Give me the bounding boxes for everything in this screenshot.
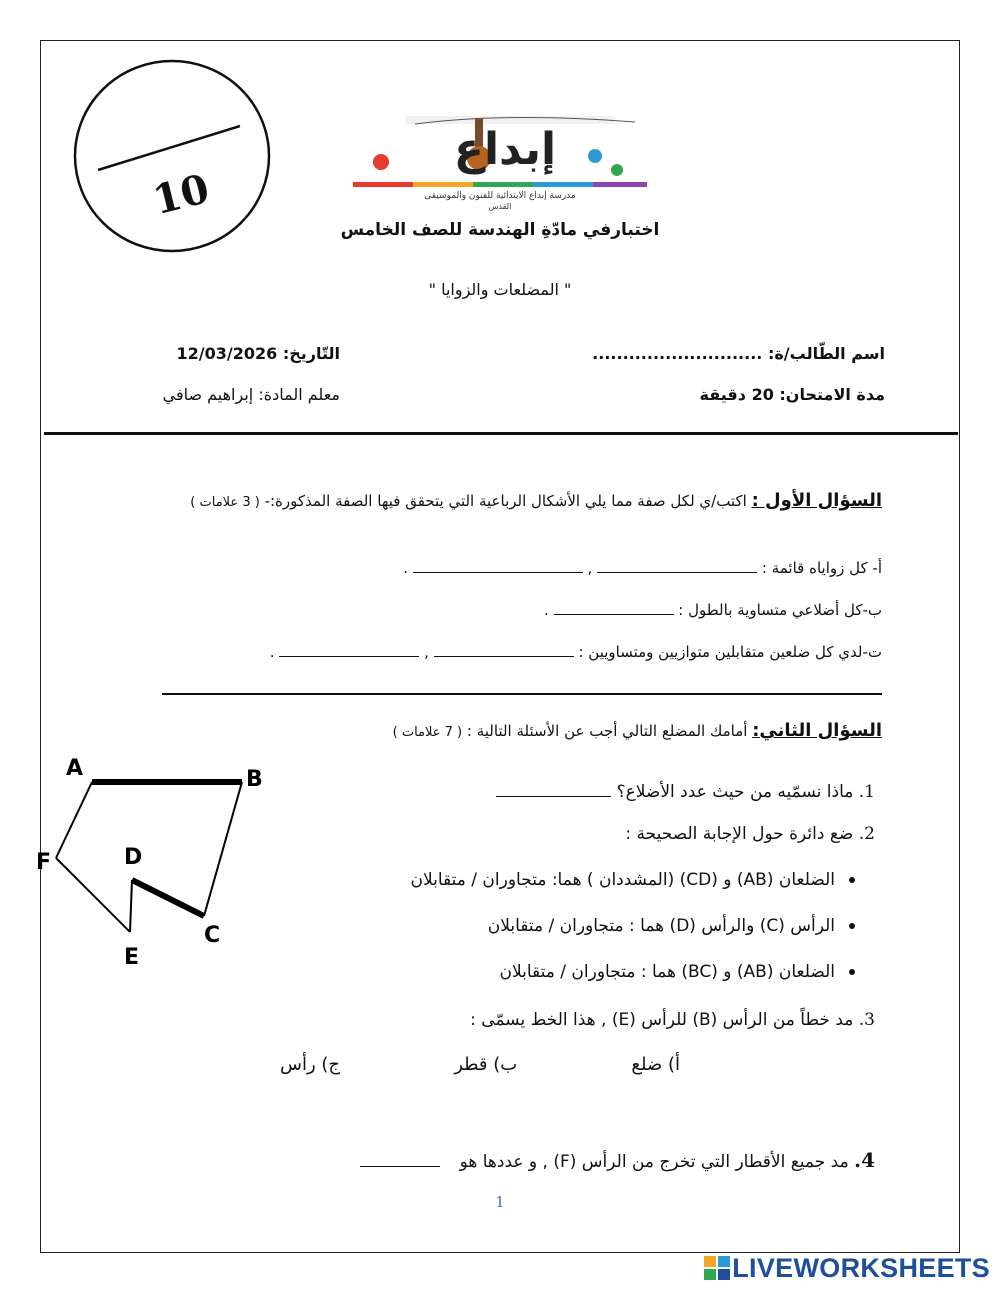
q2-bullet-2[interactable] [300,916,855,936]
q2-item-1-answer[interactable] [496,782,611,797]
edge-CD [132,880,204,916]
logo-title: إبداع [453,124,557,175]
q2-marks: ( 7 علامات ) [392,725,463,740]
vertex-label-b: B [246,767,263,792]
q2-item-4-text: مد جميع الأقطار التي تخرج من الرأس (F) , و عددها هو [459,1152,849,1172]
logo-city: القدس [488,202,512,211]
q2-item-3-num: 3. [858,1010,875,1030]
q2-heading [260,720,882,741]
school-logo [345,112,655,212]
q1-b-dot: . [543,601,549,619]
q1-a-answer-2[interactable] [413,558,583,573]
q1-divider [162,693,882,695]
q1-c-answer-1[interactable] [434,642,574,657]
exam-title: اختبارفي مادّةِ الهندسة للصف الخامس [340,220,660,240]
logo-subtitle: مدرسة إبداع الابتدائية للفنون والموسيقى [424,191,576,201]
q2-bullet-1-text: الضلعان (AB) و (CD) (المشددان ) هما: متجاوران / متقابلان [410,870,835,890]
q1-a-comma: , [587,559,593,577]
date-row [140,344,340,363]
q2-prompt: أمامك المضلع التالي أجب عن الأسئلة التالية : [466,722,748,740]
q1-prompt: اكتب/ي لكل صفة مما يلي الأشكال الرباعية التي يتحقق فيها الصفة المذكورة:- [264,492,747,510]
option-a[interactable]: أ) ضلع [631,1054,680,1075]
polygon-figure [30,750,280,980]
score-max: 10 [148,165,214,225]
q1-b-answer[interactable] [554,600,674,615]
bullet-icon [849,877,855,883]
q1-heading [190,488,882,516]
exam-topic: " المضلعات والزوايا " [428,280,572,299]
q2-item-4 [245,1148,875,1172]
q2-item-2-num: 2. [858,824,875,844]
liveworksheets-brand[interactable] [704,1253,990,1283]
student-label: اسم الطّالب/ة: [767,344,885,363]
q1-c-answer-2[interactable] [279,642,419,657]
q2-bullet-3[interactable] [300,962,855,982]
q2-bullet-2-text: الرأس (C) والرأس (D) هما : متجاوران / متقابلان [487,916,835,936]
q2-item-3-options [280,1054,680,1075]
q2-label: السؤال الثاني: [752,720,882,741]
q2-item-1-text: ماذا نسمّيه من حيث عدد الأضلاع؟ [616,782,854,802]
duration-row [560,385,885,404]
vertex-label-c: C [204,923,221,948]
teacher-row [120,385,340,404]
edge-DE [130,880,132,932]
option-c[interactable]: ج) رأس [280,1054,341,1075]
edge-EF [56,858,130,932]
edge-FA [56,782,92,858]
date-label: التّاريخ: [282,344,340,363]
q2-bullet-1[interactable] [250,870,855,890]
q2-item-1 [420,782,875,802]
vertex-label-d: D [124,845,143,870]
q1-c-comma: , [424,643,429,661]
q1-item-b [470,600,882,619]
q2-item-1-num: 1. [858,782,875,802]
q1-item-a [330,558,882,577]
option-b[interactable]: ب) قطر [454,1054,518,1075]
q2-item-3-text: مد خطاً من الرأس (B) للرأس (E) , هذا الخط يسمّى : [470,1010,854,1030]
q2-item-4-answer[interactable] [360,1152,440,1167]
vertex-label-a: A [66,756,84,781]
duration-value: 20 دقيقة [699,385,774,404]
q1-label: السؤال الأول : [751,490,882,511]
duration-label: مدة الامتحان: [779,385,885,404]
student-name-field[interactable]: ............................ [592,344,763,363]
liveworksheets-logo-icon [704,1256,730,1280]
q1-a-dot: . [403,559,408,577]
q1-item-a-text: أ- كل زواياه قائمة : [761,559,882,577]
q1-item-b-text: ب-كل أضلاعي متساوية بالطول : [678,601,882,619]
q1-item-c [195,642,882,661]
q2-item-2-text: ضع دائرة حول الإجابة الصحيحة : [625,824,854,844]
score-circle [72,58,272,254]
q2-item-2 [520,824,875,844]
q1-a-answer-1[interactable] [597,558,757,573]
vertex-label-e: E [124,945,140,970]
q1-item-c-text: ت-لدي كل ضلعين متقابلين متوازيين ومتساويين : [578,643,882,661]
q2-item-3 [360,1010,875,1030]
bullet-icon [849,923,855,929]
polygon-edges [56,782,242,932]
q1-marks: ( 3 علامات ) [190,495,260,510]
header-divider [44,432,958,435]
student-name-row [560,344,885,363]
brand-text: LIVEWORKSHEETS [732,1252,990,1283]
date-value: 12/03/2026 [176,344,278,363]
bullet-icon [849,969,855,975]
q2-bullet-3-text: الضلعان (AB) و (BC) هما : متجاوران / متقابلان [499,962,835,982]
teacher-name: إبراهيم صافي [162,385,254,404]
edge-BC [204,782,242,916]
q2-item-4-num: 4. [854,1148,875,1172]
page-number: 1 [495,1193,505,1211]
teacher-label: معلم المادة: [258,385,340,404]
vertex-label-f: F [36,850,52,875]
q1-c-dot: . [269,643,275,661]
